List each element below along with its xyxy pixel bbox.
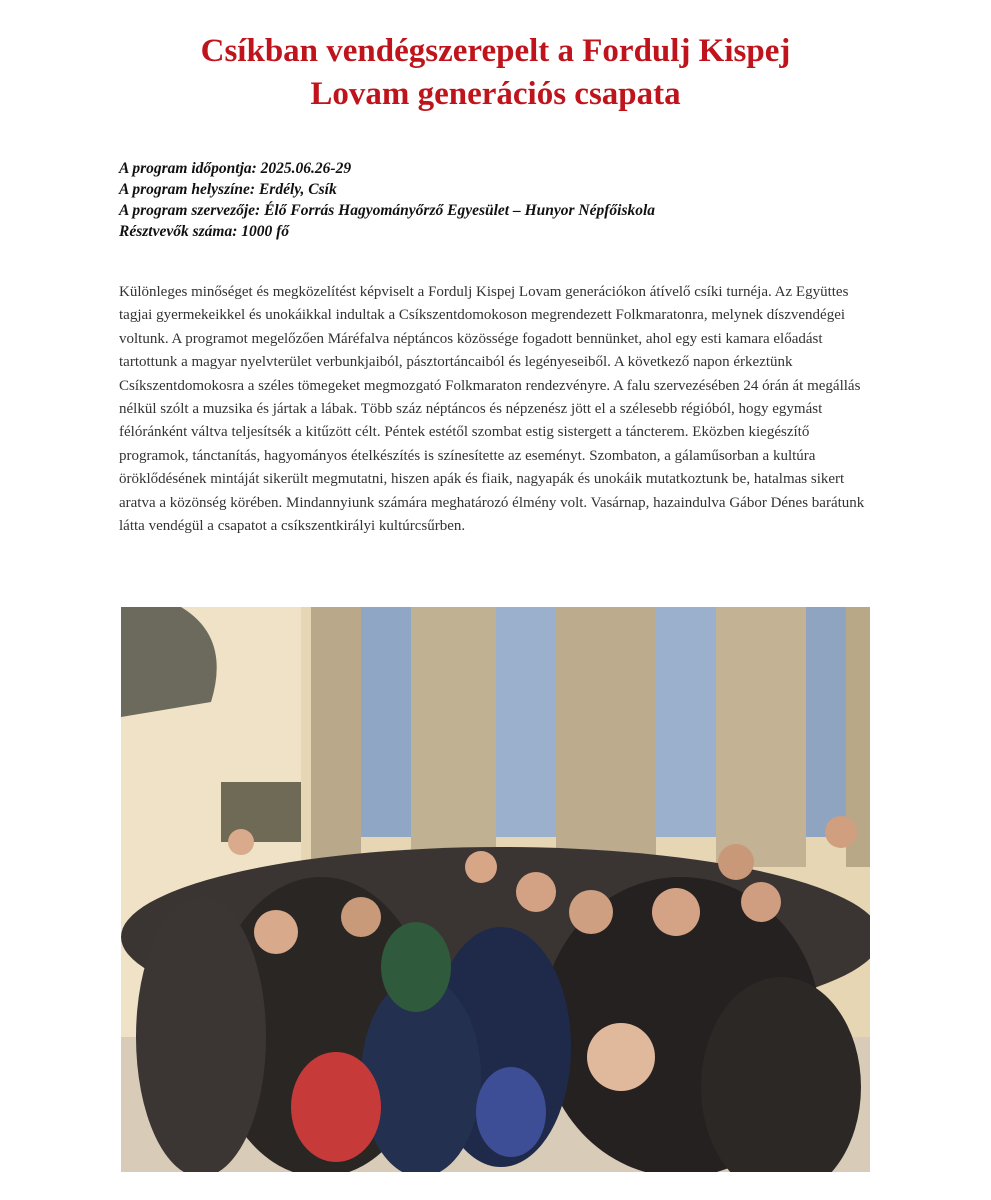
article-title-line-1: Csíkban vendégszerepelt a Fordulj Kispej [200, 33, 791, 69]
dance-hall-photo [121, 607, 870, 1172]
article-title-line-2: Lovam generációs csapata [310, 76, 681, 112]
program-participants: Résztvevők száma: 1000 fő [119, 223, 290, 240]
program-date: A program időpontja: 2025.06.26-29 [119, 160, 352, 177]
dance-hall-photo-illustration [121, 607, 870, 1172]
article-body: Különleges minőséget és megközelítést képviselt a Fordulj Kispej Lovam generációkon átívelő csíki turnéja. Az Együttes tagjai gyermekeikkel és unokáikkal indultak a Csíkszentdomokoson megrendezett Folkmaratonra, melynek díszvendégei voltunk. A programot megelőzően Máréfalva néptáncos közössége fogadott bennünket, ahol egy esti kamara előadást tartottunk a magyar nyelvterület verbunkjaiból, pásztortáncaiból és legényeseiből. A következő napon érkeztünk Csíkszentdomokosra a széles tömegeket megmozgató Folkmaraton rendezvényre. A falu szervezésében 24 órán át megállás nélkül szólt a muzsika és jártak a lábak. Több száz néptáncos és népzenész jött el a szélesebb régióból, hogy egymást félóránként váltva teljesítsék a kitűzött célt. Péntek estétől szombat estig sistergett a táncterem. Eközben kiegészítő programok, tánctanítás, hagyományos ételkészítés is színesítette az eseményt. Szombaton, a gálaműsorban a kultúra öröklődésének mintáját sikerült megmutatni, hiszen apák és fiaik, nagyapák és unokáik mutatkoztunk be, hatalmas sikert aratva a közönség körében. Mindannyiunk számára meghatározó élmény volt. Vasárnap, hazaindulva Gábor Dénes barátunk látta vendégül a csapatot a csíkszentkirályi kultúrcsűrben. [119, 284, 865, 535]
article-title [60, 30, 931, 116]
program-details [119, 158, 879, 242]
program-location: A program helyszíne: Erdély, Csík [119, 181, 337, 198]
program-organizer: A program szervezője: Élő Forrás Hagyományőrző Egyesület – Hunyor Népfőiskola [119, 202, 656, 219]
